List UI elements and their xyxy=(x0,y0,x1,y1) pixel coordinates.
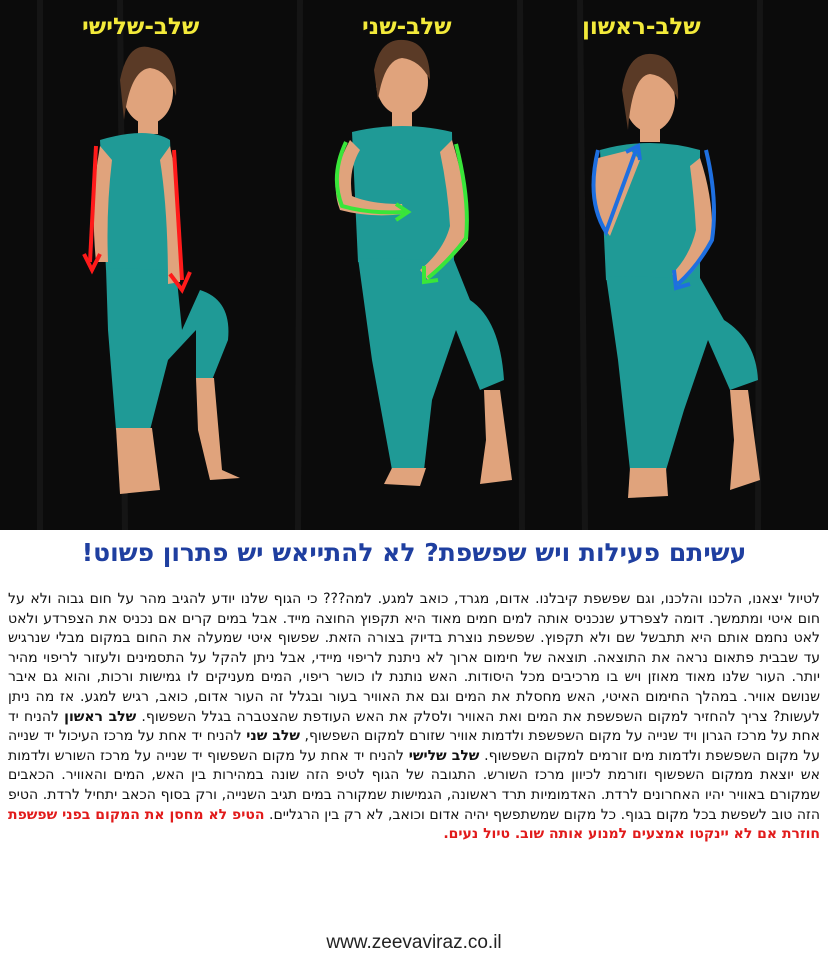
stage-label-first: שלב-ראשון xyxy=(582,14,701,40)
stage3-label: שלב שלישי xyxy=(408,747,480,764)
stage2-label: שלב שני xyxy=(246,728,300,745)
footer-website[interactable]: www.zeevaviraz.co.il xyxy=(326,932,502,953)
stage3-text: להניח יד אחת על מקום השפשוף יד שנייה על מרכז השורש ולדמות אש יוצאת ממקום השפשוף וזורמת לכיוון מרכז השורש. התגובה של הגוף לטיפ הזה שונה במהירות בין האש, המים והאוויר. הכאבים שמקורם באוויר יהיו האחרונים לרדת. האדמומיות תרד ראשונה, הגמישות שמקורה במים תגיב השנייה, ורק בסוף הכאב יתחיל לרדת. הטיפ הזה טוב לשפשת בכל מקום בגוף. כל מקום שמשתפשף יהיה אדום וכואב, לא רק בין הרגליים. xyxy=(8,747,820,823)
article-body xyxy=(8,590,820,845)
stage-label-third: שלב-שלישי xyxy=(82,14,200,40)
intro-text: לטיול יצאנו, הלכנו והלכנו, וגם שפשפת קיבלנו. אדום, מגרד, כואב למגע. למה??? כי הגוף שלנו יודע להגיב מהר על חום גבוה ולא על חום איטי ומתמשך. דומה לצפרדע שנכניס אותה למים חמים מאוד היא תקפוץ החוצה מייד. אבל במים קרים אם נכניס את הצפרדע ולאט לאט נחמם אותם היא תתבשל שם ולא תקפוץ. שפשפת נוצרת בדיוק בצורה הזאת. שפשוף איטי שמעלה את החום במקום מבלי שנרגיש עד שבבית פתאום נראה את התוצאה. תוצאה של חימום ארוך לא ניתנת לריפוי מיידי, אבל ניתן להקל על התסמינים ולעזור לריפוי מהיר יותר. העור שלנו מאוד מאוזן ויש בו מרכיבים מכל היסודות. האש נותנת לו כושר ריפוי, המים מעניקים לו גמישות ורכות, והוא גם איבר שנושם אוויר. במהלך החימום האיטי, האש מחסלת את המים וגם את האוויר בעור ובגלל זה העור אדום, כואב, רגיש למגע. אז מה ניתן לעשות? צריך להחזיר למקום השפשפת את המים ואת האוויר ולסלק את האש העודפת שהצטברה בגלל השפשוף. xyxy=(8,591,820,725)
warning-text: הטיפ לא מחסן את המקום בפני שפשפת חוזרת אם לא יינקטו אמצעים למנוע אותה שוב. טיול נעים. xyxy=(8,806,820,843)
headline: עשיתם פעילות ויש שפשפת? לא להתייאש יש פתרון פשוט! xyxy=(81,538,747,567)
stage1-text: להניח יד אחת על מרכז הגרון ויד שנייה על מקום השפשפת ולדמות אוויר שזורם למקום השפשוף, xyxy=(8,708,820,745)
stage1-label: שלב ראשון xyxy=(64,708,137,725)
stage2-text: להניח יד אחת על מרכז העיכול יד שנייה על מקום השפשפת ולדמות מים זורמים למקום השפשוף. xyxy=(8,728,821,764)
stage-label-second: שלב-שני xyxy=(362,14,452,40)
